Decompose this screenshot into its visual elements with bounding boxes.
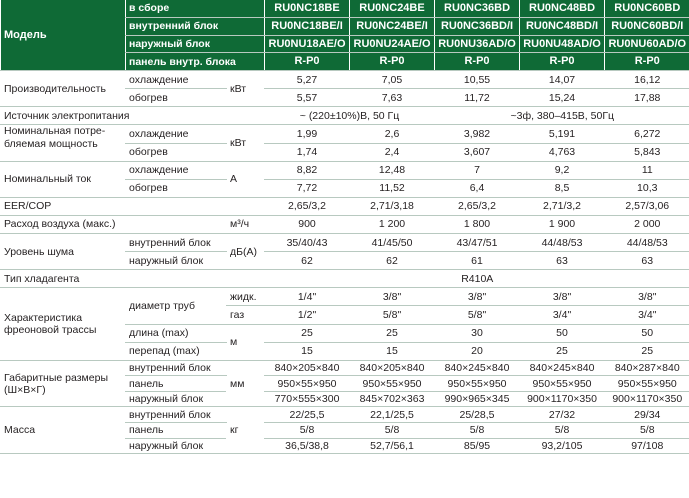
model-panel: R-P0 — [605, 53, 689, 71]
airflow-label: Расход воздуха (макс.) — [1, 215, 227, 233]
model-panel: R-P0 — [520, 53, 605, 71]
model-panel: R-P0 — [350, 53, 435, 71]
value-cell: 15,24 — [520, 89, 605, 107]
unit-label: А — [227, 161, 265, 197]
value-cell: 25 — [605, 342, 689, 360]
value-cell: 5/8" — [350, 306, 435, 324]
value-cell: 900×1170×350 — [520, 391, 605, 407]
value-cell: 900×1170×350 — [605, 391, 689, 407]
model-indoor: RU0NC36BD/I — [435, 17, 520, 35]
model-outdoor: RU0NU60AD/O — [605, 35, 689, 53]
piping-label — [1, 288, 126, 360]
model-indoor: RU0NC60BD/I — [605, 17, 689, 35]
value-cell: 1/2" — [265, 306, 350, 324]
value-cell: 50 — [605, 324, 689, 342]
mass-label: Масса — [1, 407, 126, 454]
value-cell: 11 — [605, 161, 689, 179]
dimensions-indoor-row — [1, 360, 689, 376]
value-cell: 5/8 — [350, 423, 435, 439]
nominal-power-label-line2: бляемая мощность — [4, 137, 98, 150]
sub-label: охлаждение — [126, 161, 227, 179]
value-cell: 950×55×950 — [435, 376, 520, 392]
value-cell: 22/25,5 — [265, 407, 350, 423]
sub-label: охлаждение — [126, 125, 227, 143]
value-cell: 990×965×345 — [435, 391, 520, 407]
value-cell: 5,843 — [605, 143, 689, 161]
value-cell: 2,71/3,18 — [350, 197, 435, 215]
single-phase-value: ~ (220±10%)В, 50 Гц — [265, 107, 435, 125]
value-cell: 950×55×950 — [265, 376, 350, 392]
eer-cop-label: EER/COP — [1, 197, 265, 215]
value-cell: 4,763 — [520, 143, 605, 161]
noise-indoor-row — [1, 234, 689, 252]
value-cell: 5/8" — [435, 306, 520, 324]
value-cell: 2,57/3,06 — [605, 197, 689, 215]
noise-label: Уровень шума — [1, 234, 126, 270]
value-cell: 845×702×363 — [350, 391, 435, 407]
value-cell: 7,05 — [350, 71, 435, 89]
airflow-row — [1, 215, 689, 233]
unit-label: кг — [227, 407, 265, 454]
value-cell: 5/8 — [435, 423, 520, 439]
model-indoor: RU0NC18BE/I — [265, 17, 350, 35]
refrigerant-value: R410A — [265, 270, 689, 288]
value-cell: 1 900 — [520, 215, 605, 233]
value-cell: 50 — [520, 324, 605, 342]
value-cell: 3/8" — [350, 288, 435, 306]
nominal-current-cooling-row — [1, 161, 689, 179]
value-cell: 840×287×840 — [605, 360, 689, 376]
piping-label-line1: Характеристика — [4, 311, 83, 324]
capacity-cooling-row — [1, 71, 689, 89]
value-cell: 1 200 — [350, 215, 435, 233]
value-cell: 44/48/53 — [605, 234, 689, 252]
sub-label: панель — [126, 423, 227, 439]
model-assembly: RU0NC60BD — [605, 0, 689, 17]
value-cell: 2,6 — [350, 125, 435, 143]
model-indoor: RU0NC48BD/I — [520, 17, 605, 35]
dimensions-label — [1, 360, 126, 407]
model-outdoor: RU0NU24AE/O — [350, 35, 435, 53]
value-cell: 5/8 — [605, 423, 689, 439]
value-cell: 2 000 — [605, 215, 689, 233]
value-cell: 950×55×950 — [520, 376, 605, 392]
value-cell: 14,07 — [520, 71, 605, 89]
value-cell: 3/4" — [520, 306, 605, 324]
value-cell: 2,65/3,2 — [265, 197, 350, 215]
value-cell: 27/32 — [520, 407, 605, 423]
length-label: длина (max) — [126, 324, 227, 342]
sub-label: внутренний блок — [126, 234, 227, 252]
value-cell: 35/40/43 — [265, 234, 350, 252]
sub-label: наружный блок — [126, 252, 227, 270]
unit-label: кВт — [227, 71, 265, 107]
height-diff-label: перепад (max) — [126, 342, 227, 360]
value-cell: 2,71/3,2 — [520, 197, 605, 215]
value-cell: 52,7/56,1 — [350, 438, 435, 454]
refrigerant-label: Тип хладагента — [1, 270, 265, 288]
value-cell: 1,99 — [265, 125, 350, 143]
value-cell: 900 — [265, 215, 350, 233]
model-outdoor: RU0NU48AD/O — [520, 35, 605, 53]
value-cell: 7 — [435, 161, 520, 179]
value-cell: 7,72 — [265, 179, 350, 197]
unit-label: м — [227, 324, 265, 360]
value-cell: 22,1/25,5 — [350, 407, 435, 423]
capacity-label: Производительность — [1, 71, 126, 107]
value-cell: 8,82 — [265, 161, 350, 179]
nominal-power-cooling-row — [1, 125, 689, 143]
value-cell: 950×55×950 — [350, 376, 435, 392]
eer-cop-row — [1, 197, 689, 215]
power-source-row — [1, 107, 689, 125]
piping-liquid-row — [1, 288, 689, 306]
nominal-power-label — [1, 125, 126, 161]
value-cell: 25 — [265, 324, 350, 342]
unit-label: кВт — [227, 125, 265, 161]
sub-label: обогрев — [126, 89, 227, 107]
value-cell: 770×555×300 — [265, 391, 350, 407]
value-cell: 840×205×840 — [350, 360, 435, 376]
value-cell: 3,982 — [435, 125, 520, 143]
value-cell: 3/4" — [605, 306, 689, 324]
value-cell: 1,74 — [265, 143, 350, 161]
value-cell: 8,5 — [520, 179, 605, 197]
sub-label: обогрев — [126, 179, 227, 197]
sub-label: панель — [126, 376, 227, 392]
unit-label: мм — [227, 360, 265, 407]
value-cell: 15 — [265, 342, 350, 360]
value-cell: 43/47/51 — [435, 234, 520, 252]
model-assembly: RU0NC48BD — [520, 0, 605, 17]
value-cell: 36,5/38,8 — [265, 438, 350, 454]
model-header: Модель — [1, 0, 126, 71]
value-cell: 3/8" — [605, 288, 689, 306]
value-cell: 63 — [605, 252, 689, 270]
value-cell: 7,63 — [350, 89, 435, 107]
header-row-label: панель внутр. блока — [126, 53, 265, 71]
value-cell: 62 — [350, 252, 435, 270]
sub-label: внутренний блок — [126, 360, 227, 376]
nominal-current-label: Номинальный ток — [1, 161, 126, 197]
value-cell: 5,57 — [265, 89, 350, 107]
value-cell: 25 — [350, 324, 435, 342]
value-cell: 840×245×840 — [435, 360, 520, 376]
value-cell: 12,48 — [350, 161, 435, 179]
unit-label: дБ(А) — [227, 234, 265, 270]
value-cell: 30 — [435, 324, 520, 342]
value-cell: 85/95 — [435, 438, 520, 454]
value-cell: 20 — [435, 342, 520, 360]
value-cell: 3/8" — [520, 288, 605, 306]
sub-label: наружный блок — [126, 391, 227, 407]
unit-label: м³/ч — [227, 215, 265, 233]
header-row-label: в сборе — [126, 0, 265, 17]
model-assembly: RU0NC18BE — [265, 0, 350, 17]
value-cell: 2,65/3,2 — [435, 197, 520, 215]
sub-label: охлаждение — [126, 71, 227, 89]
value-cell: 11,72 — [435, 89, 520, 107]
value-cell: 5/8 — [265, 423, 350, 439]
value-cell: 5,27 — [265, 71, 350, 89]
model-indoor: RU0NC24BE/I — [350, 17, 435, 35]
value-cell: 9,2 — [520, 161, 605, 179]
value-cell: 10,55 — [435, 71, 520, 89]
value-cell: 3/8" — [435, 288, 520, 306]
value-cell: 44/48/53 — [520, 234, 605, 252]
header-row-assembly — [1, 0, 689, 17]
model-outdoor: RU0NU18AE/O — [265, 35, 350, 53]
three-phase-value: ~3ф, 380–415В, 50Гц — [435, 107, 689, 125]
model-panel: R-P0 — [435, 53, 520, 71]
value-cell: 6,4 — [435, 179, 520, 197]
value-cell: 6,272 — [605, 125, 689, 143]
value-cell: 840×205×840 — [265, 360, 350, 376]
value-cell: 25/28,5 — [435, 407, 520, 423]
value-cell: 11,52 — [350, 179, 435, 197]
power-source-label: Источник электропитания — [1, 107, 265, 125]
model-panel: R-P0 — [265, 53, 350, 71]
pipe-diameter-label: диаметр труб — [126, 288, 227, 324]
nominal-power-label-line1: Номинальная потре- — [4, 125, 106, 138]
dimensions-label-line1: Габаритные размеры — [4, 371, 108, 384]
model-outdoor: RU0NU36AD/O — [435, 35, 520, 53]
value-cell: 63 — [520, 252, 605, 270]
value-cell: 29/34 — [605, 407, 689, 423]
value-cell: 62 — [265, 252, 350, 270]
header-row-label: внутренний блок — [126, 17, 265, 35]
dimensions-label-line2: (Ш×В×Г) — [4, 383, 46, 396]
value-cell: 25 — [520, 342, 605, 360]
value-cell: 61 — [435, 252, 520, 270]
gas-label: газ — [227, 306, 265, 324]
model-assembly: RU0NC36BD — [435, 0, 520, 17]
sub-label: обогрев — [126, 143, 227, 161]
value-cell: 1/4" — [265, 288, 350, 306]
sub-label: внутренний блок — [126, 407, 227, 423]
value-cell: 16,12 — [605, 71, 689, 89]
value-cell: 93,2/105 — [520, 438, 605, 454]
value-cell: 10,3 — [605, 179, 689, 197]
piping-label-line2: фреоновой трассы — [4, 324, 97, 336]
sub-label: наружный блок — [126, 438, 227, 454]
liquid-label: жидк. — [227, 288, 265, 306]
value-cell: 950×55×950 — [605, 376, 689, 392]
value-cell: 2,4 — [350, 143, 435, 161]
value-cell: 97/108 — [605, 438, 689, 454]
value-cell: 1 800 — [435, 215, 520, 233]
value-cell: 840×245×840 — [520, 360, 605, 376]
refrigerant-row — [1, 270, 689, 288]
value-cell: 17,88 — [605, 89, 689, 107]
mass-indoor-row — [1, 407, 689, 423]
header-row-label: наружный блок — [126, 35, 265, 53]
value-cell: 15 — [350, 342, 435, 360]
value-cell: 5,191 — [520, 125, 605, 143]
value-cell: 5/8 — [520, 423, 605, 439]
model-assembly: RU0NC24BE — [350, 0, 435, 17]
value-cell: 3,607 — [435, 143, 520, 161]
value-cell: 41/45/50 — [350, 234, 435, 252]
